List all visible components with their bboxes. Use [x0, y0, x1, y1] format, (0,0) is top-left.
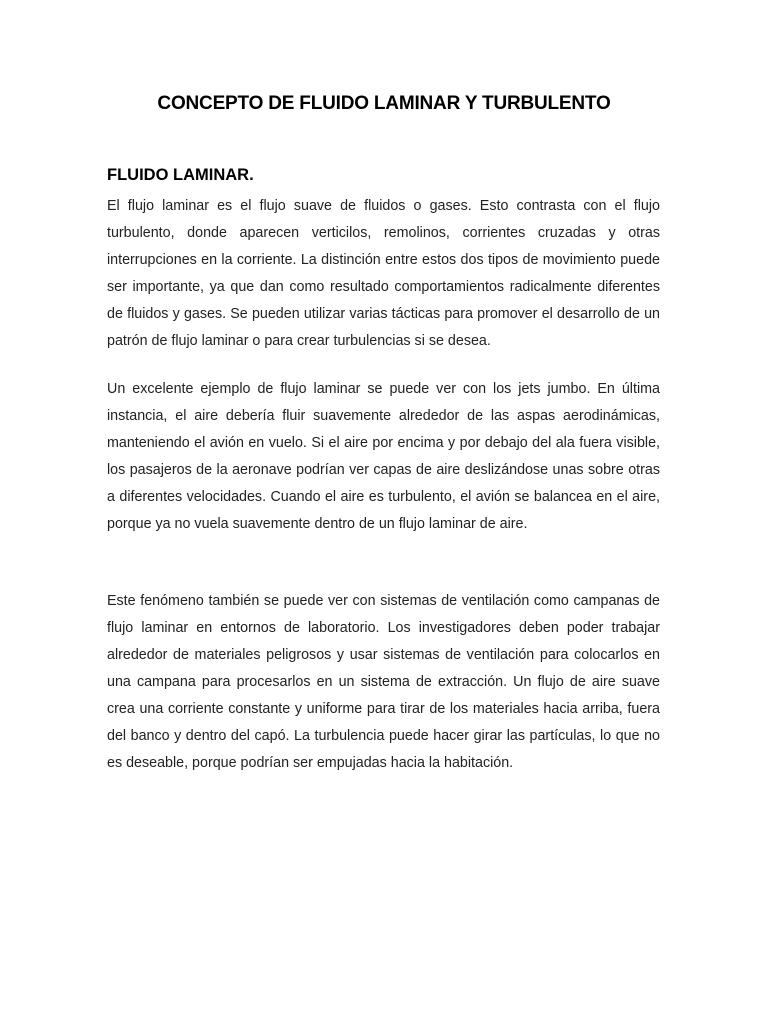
- document-title: CONCEPTO DE FLUIDO LAMINAR Y TURBULENTO: [157, 93, 611, 114]
- paragraph-1: El flujo laminar es el flujo suave de fluidos o gases. Esto contrasta con el flujo turbulento, donde aparecen verticilos, remolinos, corrientes cruzadas y otras interrupciones en la corriente. La distinción entre estos dos tipos de movimiento puede ser importante, ya que dan como resultado comportamientos radicalmente diferentes de fluidos y gases. Se pueden utilizar varias tácticas para promover el desarrollo de un patrón de flujo laminar o para crear turbulencias si se desea.: [107, 198, 660, 349]
- paragraph-2: Un excelente ejemplo de flujo laminar se puede ver con los jets jumbo. En última instancia, el aire debería fluir suavemente alrededor de las aspas aerodinámicas, manteniendo el avión en vuelo. Si el aire por encima y por debajo del ala fuera visible, los pasajeros de la aeronave podrían ver capas de aire deslizándose unas sobre otras a diferentes velocidades. Cuando el aire es turbulento, el avión se balancea en el aire, porque ya no vuela suavemente dentro de un flujo laminar de aire.: [107, 381, 660, 532]
- section-heading: FLUIDO LAMINAR.: [107, 166, 254, 184]
- paragraph-3: Este fenómeno también se puede ver con sistemas de ventilación como campanas de flujo laminar en entornos de laboratorio. Los investigadores deben poder trabajar alrededor de materiales peligrosos y usar sistemas de ventilación para colocarlos en una campana para procesarlos en un sistema de extracción. Un flujo de aire suave crea una corriente constante y uniforme para tirar de los materiales hacia arriba, fuera del banco y dentro del capó. La turbulencia puede hacer girar las partículas, lo que no es deseable, porque podrían ser empujadas hacia la habitación.: [107, 593, 660, 771]
